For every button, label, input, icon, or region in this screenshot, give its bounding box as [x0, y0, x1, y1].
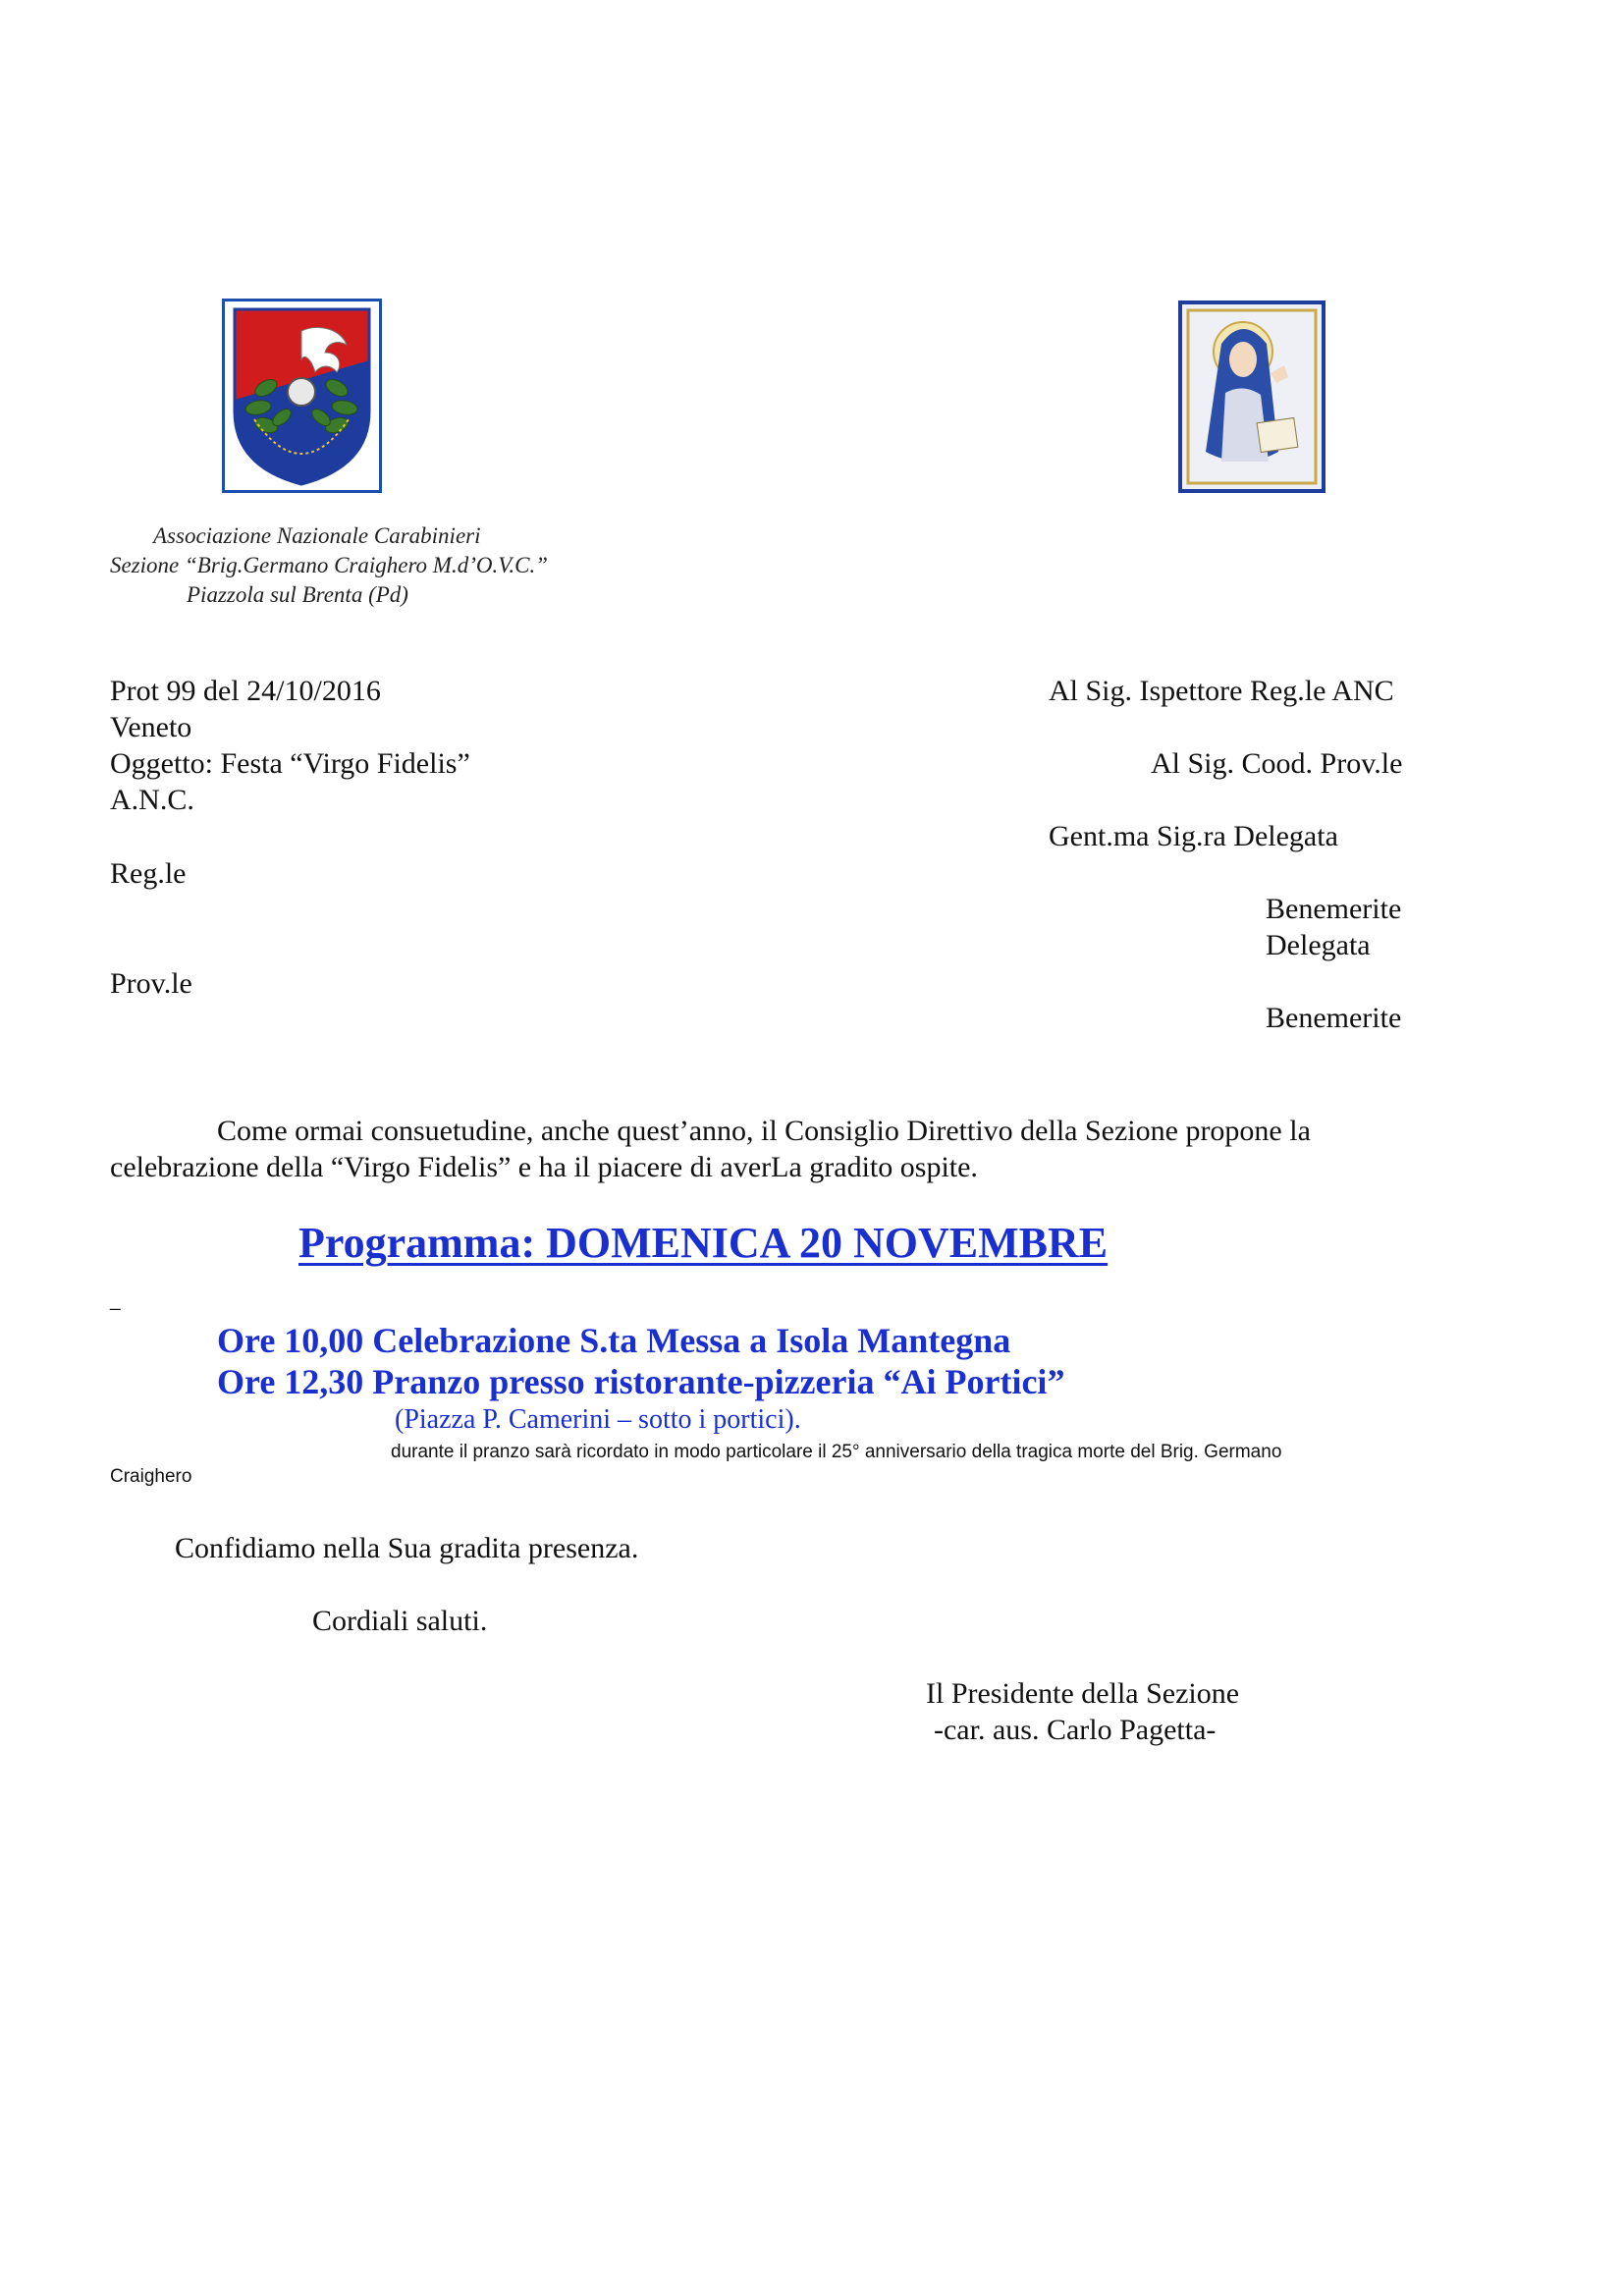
- program-item-lunch: Ore 12,30 Pranzo presso ristorante-pizzeria “Ai Portici”: [217, 1362, 1065, 1401]
- anc-crest-icon: [225, 301, 379, 490]
- intro-paragraph-line2: celebrazione della “Virgo Fidelis” e ha il piacere di averLa gradito ospite.: [110, 1151, 978, 1183]
- signature-name: -car. aus. Carlo Pagetta-: [934, 1714, 1217, 1746]
- lunch-location: (Piazza P. Camerini – sotto i portici).: [395, 1404, 801, 1435]
- provle-label: Prov.le: [110, 967, 192, 1000]
- section-name: Sezione “Brig.Germano Craighero M.d’O.V.C.”: [110, 553, 548, 577]
- anc-emblem-logo: [222, 299, 382, 493]
- signature-title: Il Presidente della Sezione: [926, 1677, 1240, 1710]
- protocol-number: Prot 99 del 24/10/2016: [110, 675, 381, 707]
- section-location: Piazzola sul Brenta (Pd): [187, 582, 408, 607]
- recipient-benemerite-1: Benemerite: [1266, 893, 1402, 925]
- anc-abbrev: A.N.C.: [110, 784, 194, 816]
- memorial-note-line2: Craighero: [110, 1466, 192, 1487]
- recipient-delegata: Delegata: [1266, 929, 1371, 961]
- intro-paragraph-line1: Come ormai consuetudine, anche quest’anno, il Consiglio Direttivo della Sezione propone la: [217, 1115, 1311, 1147]
- memorial-note-line1: durante il pranzo sarà ricordato in modo particolare il 25° anniversario della tragica morte del Brig. Germano: [391, 1442, 1282, 1462]
- regle-label: Reg.le: [110, 857, 187, 890]
- closing-presence: Confidiamo nella Sua gradita presenza.: [175, 1532, 639, 1564]
- virgo-fidelis-image: [1178, 301, 1325, 493]
- recipient-coordinator: Al Sig. Cood. Prov.le: [1151, 747, 1403, 780]
- association-name: Associazione Nazionale Carabinieri: [153, 523, 481, 548]
- recipient-benemerite-2: Benemerite: [1266, 1002, 1402, 1034]
- program-title: Programma: DOMENICA 20 NOVEMBRE: [298, 1219, 1109, 1267]
- region-veneto: Veneto: [110, 711, 192, 743]
- recipient-inspector: Al Sig. Ispettore Reg.le ANC: [1049, 675, 1394, 707]
- madonna-icon: [1182, 304, 1322, 489]
- program-item-mass: Ore 10,00 Celebrazione S.ta Messa a Isola Mantegna: [217, 1321, 1011, 1360]
- dash-mark: _: [110, 1290, 121, 1311]
- closing-greetings: Cordiali saluti.: [312, 1605, 488, 1637]
- recipient-delegate: Gent.ma Sig.ra Delegata: [1049, 820, 1338, 852]
- subject-line: Oggetto: Festa “Virgo Fidelis”: [110, 747, 470, 780]
